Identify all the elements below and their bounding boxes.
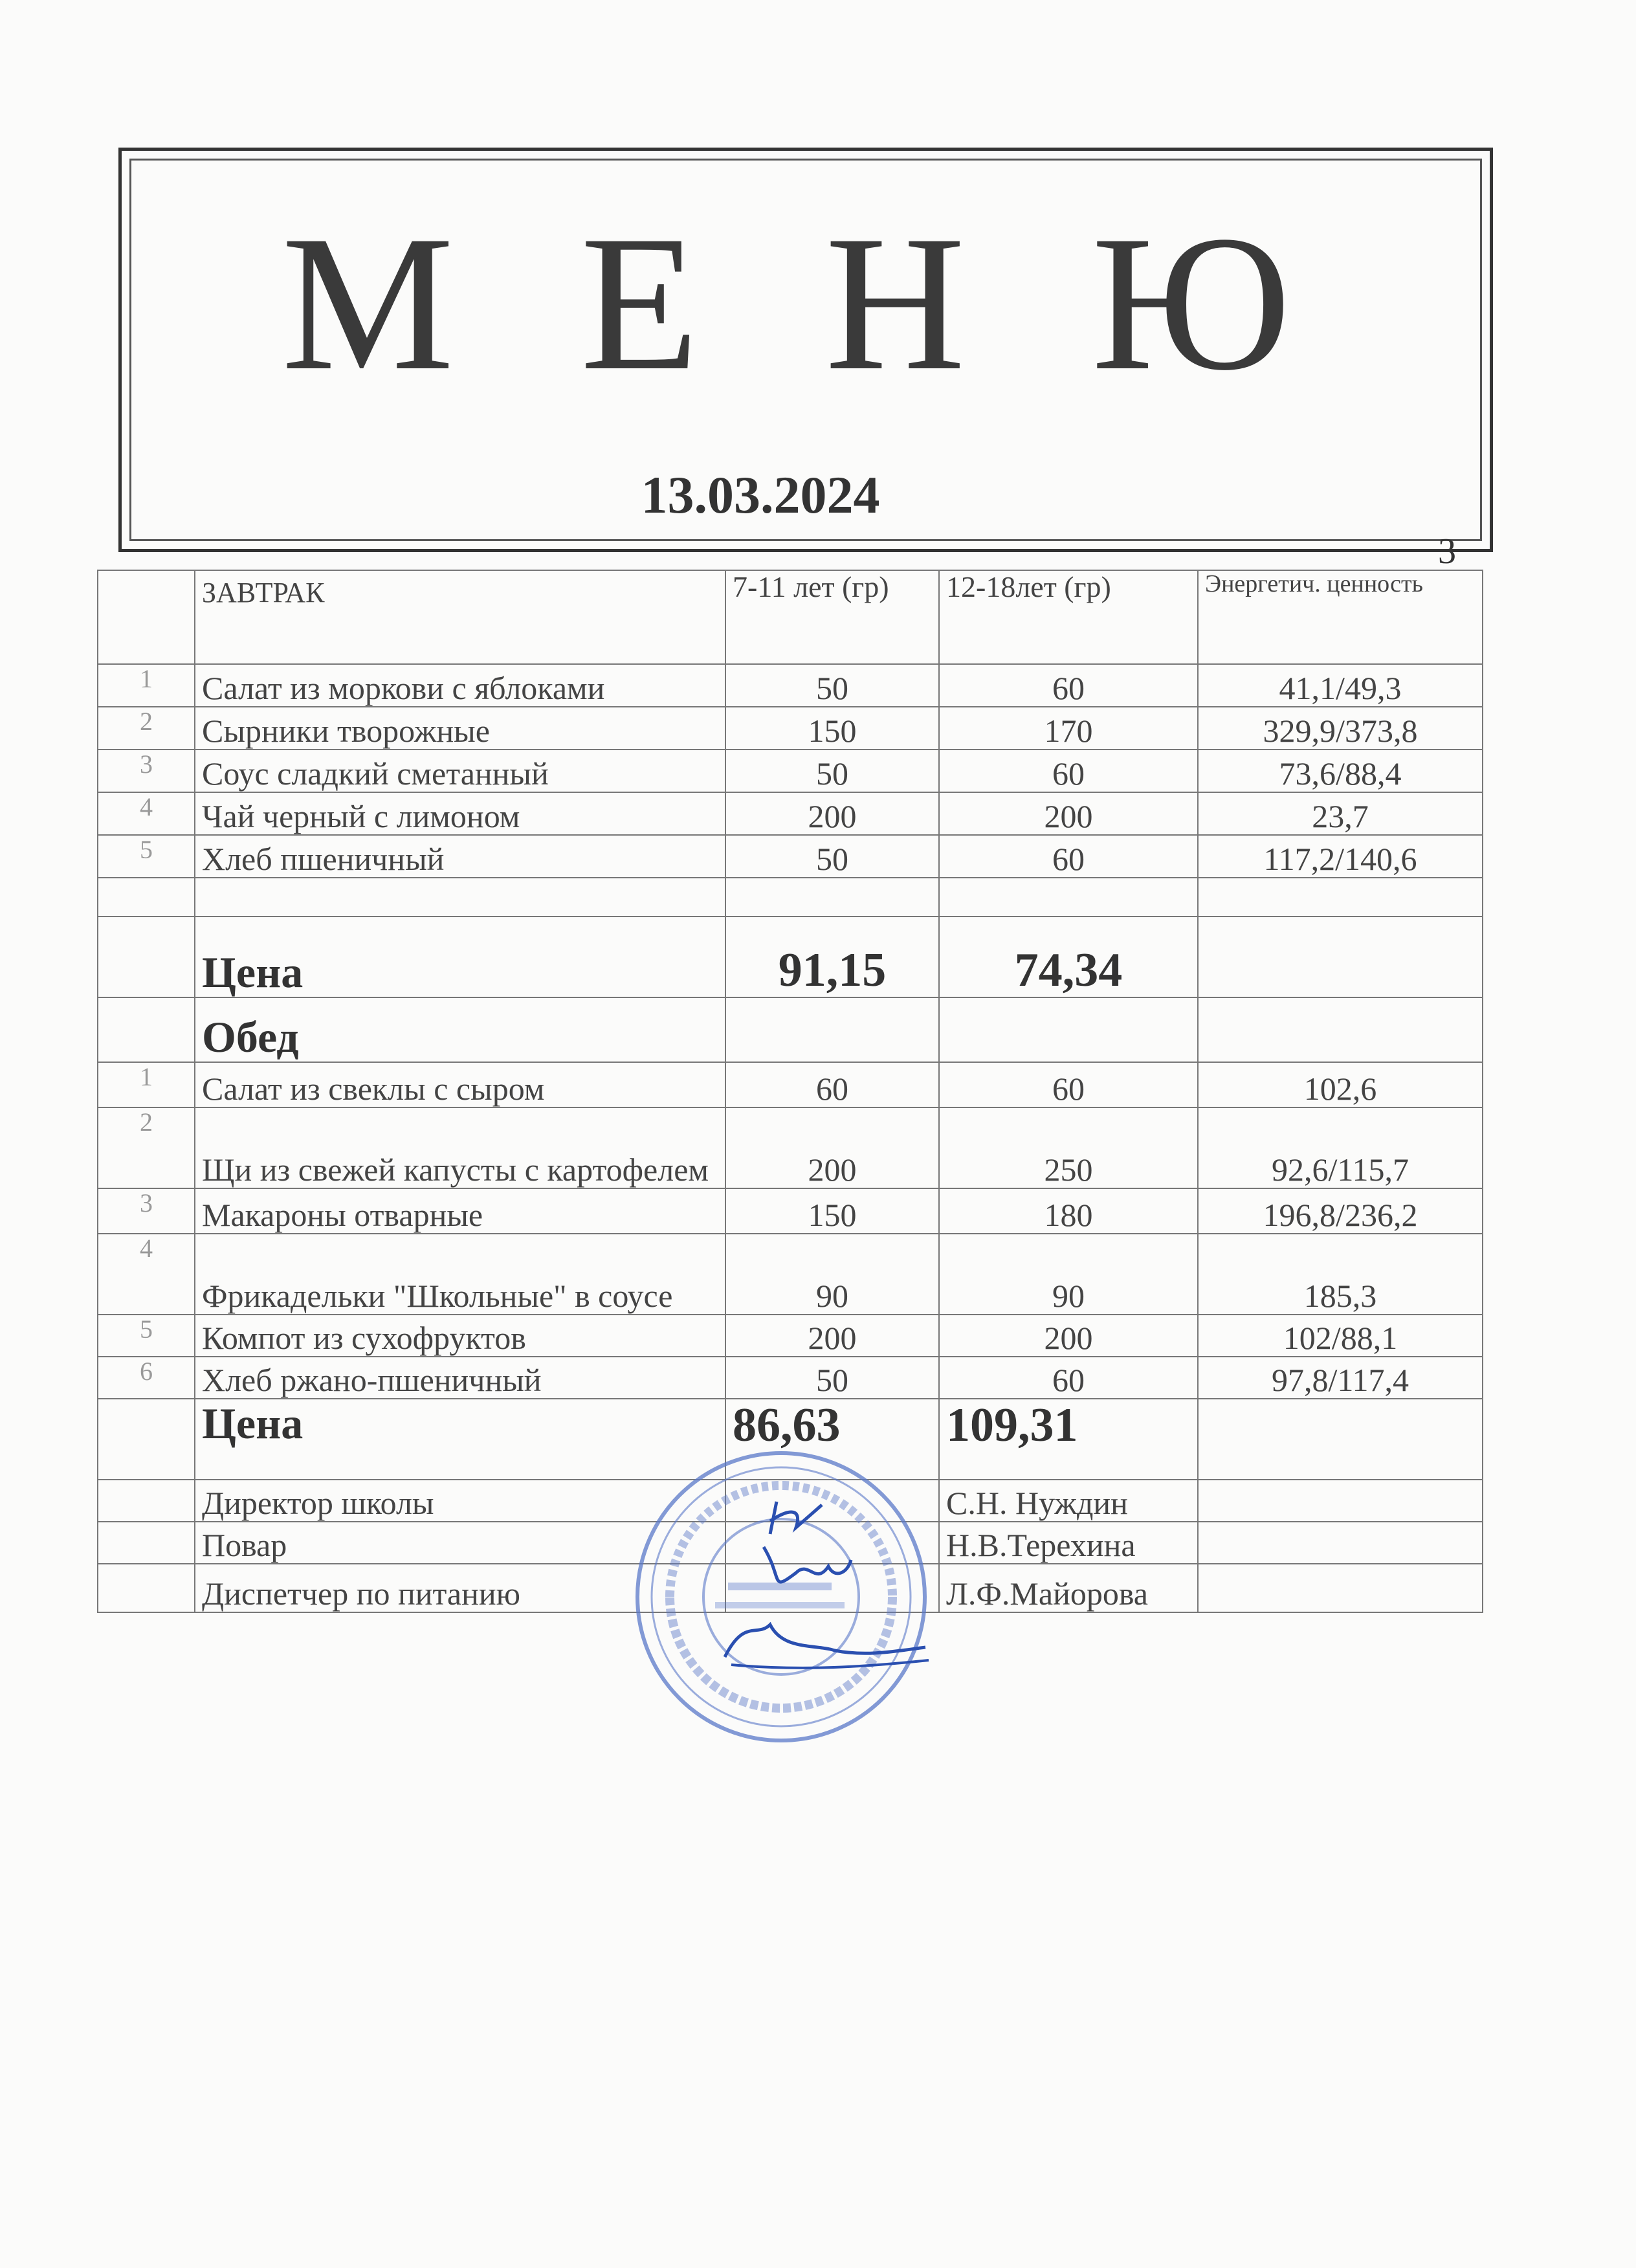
table-row: 4 Чай черный с лимоном 200 200 23,7 (98, 792, 1483, 835)
page-number: 3 (1438, 531, 1456, 572)
price-7-11: 86,63 (725, 1399, 939, 1480)
price-label: Цена (195, 917, 725, 997)
signature-person: С.Н. Нуждин (939, 1480, 1198, 1522)
table-row: 4 Фрикадельки "Школьные" в соусе 90 90 185,3 (98, 1234, 1483, 1315)
price-7-11: 91,15 (725, 917, 939, 997)
breakfast-header-row (98, 570, 1483, 664)
price-label: Цена (195, 1399, 725, 1480)
dish-name: Щи из свежей капусты с картофелем (195, 1107, 725, 1188)
table-row: 3 Соус сладкий сметанный 50 60 73,6/88,4 (98, 750, 1483, 792)
dish-name: Чай черный с лимоном (195, 792, 725, 835)
table-row: 3 Макароны отварные 150 180 196,8/236,2 (98, 1188, 1483, 1234)
table-row: 6 Хлеб ржано-пшеничный 50 60 97,8/117,4 (98, 1357, 1483, 1399)
dish-name: Салат из моркови с яблоками (195, 664, 725, 707)
column-header-7-11: 7-11 лет (гр) (725, 570, 939, 664)
column-header-energy: Энергетич. ценность (1198, 570, 1483, 664)
menu-header-box (118, 148, 1493, 552)
signature-row (98, 1480, 1483, 1522)
lunch-header-row (98, 997, 1483, 1062)
menu-title: М Е Н Ю (282, 195, 1330, 410)
breakfast-title: ЗАВТРАК (195, 570, 725, 664)
dish-name: Хлеб ржано-пшеничный (195, 1357, 725, 1399)
price-12-18: 109,31 (939, 1399, 1198, 1480)
signature-person: Н.В.Терехина (939, 1522, 1198, 1564)
breakfast-price-row (98, 917, 1483, 997)
dish-name: Соус сладкий сметанный (195, 750, 725, 792)
menu-table (97, 570, 1483, 1613)
lunch-title: Обед (195, 997, 725, 1062)
signature-role: Директор школы (195, 1480, 725, 1522)
table-row: 5 Компот из сухофруктов 200 200 102/88,1 (98, 1315, 1483, 1357)
dish-name: Хлеб пшеничный (195, 835, 725, 878)
signature-role: Повар (195, 1522, 725, 1564)
menu-header-inner-frame (129, 159, 1482, 541)
signature-role: Диспетчер по питанию (195, 1564, 725, 1612)
dish-name: Компот из сухофруктов (195, 1315, 725, 1357)
empty-row (98, 878, 1483, 917)
price-12-18: 74,34 (939, 917, 1198, 997)
menu-date: 13.03.2024 (641, 465, 880, 524)
lunch-price-row (98, 1399, 1483, 1480)
dish-name: Фрикадельки "Школьные" в соусе (195, 1234, 725, 1315)
dish-name: Макароны отварные (195, 1188, 725, 1234)
dish-name: Салат из свеклы с сыром (195, 1062, 725, 1107)
signature-person: Л.Ф.Майорова (939, 1564, 1198, 1612)
column-header-12-18: 12-18лет (гр) (939, 570, 1198, 664)
table-row: 1 Салат из моркови с яблоками 50 60 41,1/49,3 (98, 664, 1483, 707)
table-row: 2 Щи из свежей капусты с картофелем 200 250 92,6/115,7 (98, 1107, 1483, 1188)
dish-name: Сырники творожные (195, 707, 725, 750)
signature-row (98, 1564, 1483, 1612)
table-row: 2 Сырники творожные 150 170 329,9/373,8 (98, 707, 1483, 750)
signature-row (98, 1522, 1483, 1564)
table-row: 5 Хлеб пшеничный 50 60 117,2/140,6 (98, 835, 1483, 878)
table-row: 1 Салат из свеклы с сыром 60 60 102,6 (98, 1062, 1483, 1107)
